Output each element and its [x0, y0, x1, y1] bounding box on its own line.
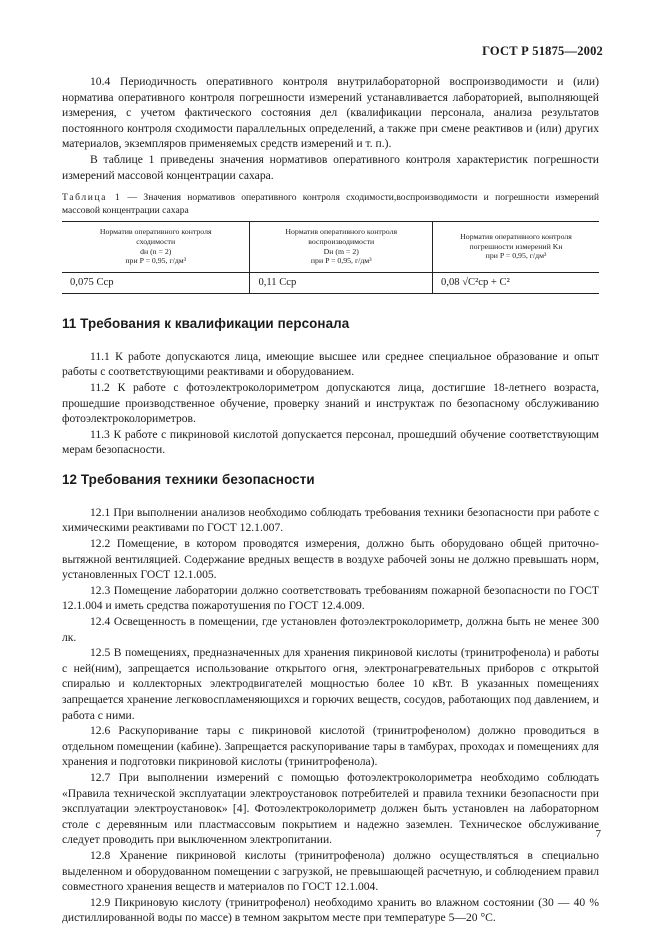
table-cell: 0,11 Cср: [250, 272, 433, 293]
header-line: сходимости: [136, 236, 176, 246]
table-header-cell: [62, 222, 250, 272]
header-line: Норматив оперативного контроля: [285, 227, 398, 237]
table-cell: 0,08 √C²ср + C²: [433, 272, 599, 293]
paragraph-12-7: 12.7 При выполнении измерений с помощью фотоэлектроколориметра необходимо соблюдать «Правила технической эксплуатации электроустановок потребителей и правила техники безопасности при эксплуатации электроустановок» [4]. Фотоэлектроколориметр должен быть установлен на лабораторном столе с деревянным или пластмассовым покрытием и надежно заземлен. Техническое обслуживание следует проводить при выключенном электропитании.: [62, 770, 599, 847]
table-header-row: [62, 222, 599, 272]
table-cell: 0,075 Cср: [62, 272, 250, 293]
table-caption: [62, 192, 599, 217]
paragraph-12-9: 12.9 Пикриновую кислоту (тринитрофенол) необходимо хранить во влажном состоянии (30 — 40 % дистиллированной воды по массе) в темном закрытом месте при температуре 5—20 °С.: [62, 895, 599, 925]
header-line: dн (n = 2): [140, 246, 172, 256]
header-line: при P = 0,95, г/дм³: [485, 251, 547, 261]
table-header-cell: [250, 222, 433, 272]
header-line: при P = 0,95, г/дм³: [125, 256, 187, 266]
paragraph-table-intro: В таблице 1 приведены значения нормативов оперативного контроля характеристик погрешности измерений массовой концентрации сахара.: [62, 152, 599, 182]
header-line: Dн (m = 2): [323, 246, 359, 256]
section-spacer: [62, 458, 599, 472]
table-caption-text: — Значения нормативов оперативного контроля сходимости,воспроизводимости и погрешности измерений массовой концентрации сахара: [62, 192, 599, 216]
paragraph-12-5: 12.5 В помещениях, предназначенных для хранения пикриновой кислоты (тринитрофенола) и работы с ней(ним), запрещается использование открытого огня, электронагревательных приборов с открытой спиралью и коллекторных электродвигателей мощностью более 10 кВт. В указанных помещениях запрещается хранение легковоспламеняющихся и горючих веществ, сосудов, работающих под давлением, и работа с ними.: [62, 646, 599, 722]
section-12-title: 12 Требования техники безопасности: [62, 471, 315, 487]
header-line: воспроизводимости: [308, 236, 375, 246]
section-11-title: 11 Требования к квалификации персонала: [62, 315, 350, 331]
paragraph-10-4: 10.4 Периодичность оперативного контроля внутрилабораторной воспроизводимости и (или) норматива оперативного контроля погрешности измерений устанавливается лабораторией, выполняющей измерения, с учетом фактического состояния дел (квалификации персонала, анализа результатов постоянного контроля сходимости параллельных определений, а также при смене реактивов и (или) других материалов, экземпляров применяемых средств измерений и т. п.).: [62, 75, 599, 151]
document-header: ГОСТ Р 51875—2002: [482, 44, 603, 58]
header-line: Норматив оперативного контроля: [460, 232, 572, 242]
page-number: 7: [595, 828, 601, 840]
paragraph-11-3: 11.3 К работе с пикриновой кислотой допускается персонал, прошедший обучение соответствующим мерам безопасности.: [62, 427, 599, 457]
table-row: [62, 272, 599, 293]
paragraph-12-3: 12.3 Помещение лаборатории должно соответствовать требованиям пожарной безопасности по ГОСТ 12.1.004 и иметь средства пожаротушения по ГОСТ 12.4.009.: [62, 583, 599, 613]
paragraph-12-8: 12.8 Хранение пикриновой кислоты (тринитрофенола) должно осуществляться в специально выделенном и оборудованном помещении с загрузкой, не превышающей расчетную, и соблюдением правил совместного хранения веществ и материалов по ГОСТ 12.1.004.: [62, 848, 599, 894]
paragraph-11-1: 11.1 К работе допускаются лица, имеющие высшее или среднее специальное образование и опыт работы с соответствующими реактивами и оборудованием.: [62, 349, 599, 379]
norms-table: [62, 221, 599, 293]
paragraph-12-4: 12.4 Освещенность в помещении, где установлен фотоэлектроколориметр, должна быть не менее 300 лк.: [62, 615, 599, 644]
header-line: погрешности измерений Kн: [469, 241, 563, 251]
table-caption-label: Таблица 1: [62, 192, 122, 204]
table-header-cell: [433, 222, 599, 272]
paragraph-12-1: 12.1 При выполнении анализов необходимо соблюдать требования техники безопасности при работе с химическими реактивами по ГОСТ 12.1.007.: [62, 505, 599, 535]
page-content: [62, 74, 599, 926]
paragraph-12-6: 12.6 Раскупоривание тары с пикриновой кислотой (тринитрофенолом) должно проводиться в отдельном помещении (кабине). Запрещается раскупоривание тары в тамбурах, проходах и помещениях для хранения и подготовки пикриновой кислоты (тринитрофенола).: [62, 724, 599, 769]
header-line: Норматив оперативного контроля: [99, 227, 212, 237]
paragraph-12-2: 12.2 Помещение, в котором проводятся измерения, должно быть оборудовано общей приточно-вытяжной вентиляцией. Содержание вредных веществ в воздухе рабочей зоны не должно превышать норм, установленных ГОСТ 12.1.005.: [62, 537, 599, 582]
paragraph-11-2: 11.2 К работе с фотоэлектроколориметром допускаются лица, достигшие 18-летнего возраста, прошедшие производственное обучение, проверку знаний и инструктаж по безопасному обслуживанию фотоэлектроколориметров.: [62, 380, 599, 426]
header-line: при P = 0,95, г/дм³: [310, 256, 372, 266]
